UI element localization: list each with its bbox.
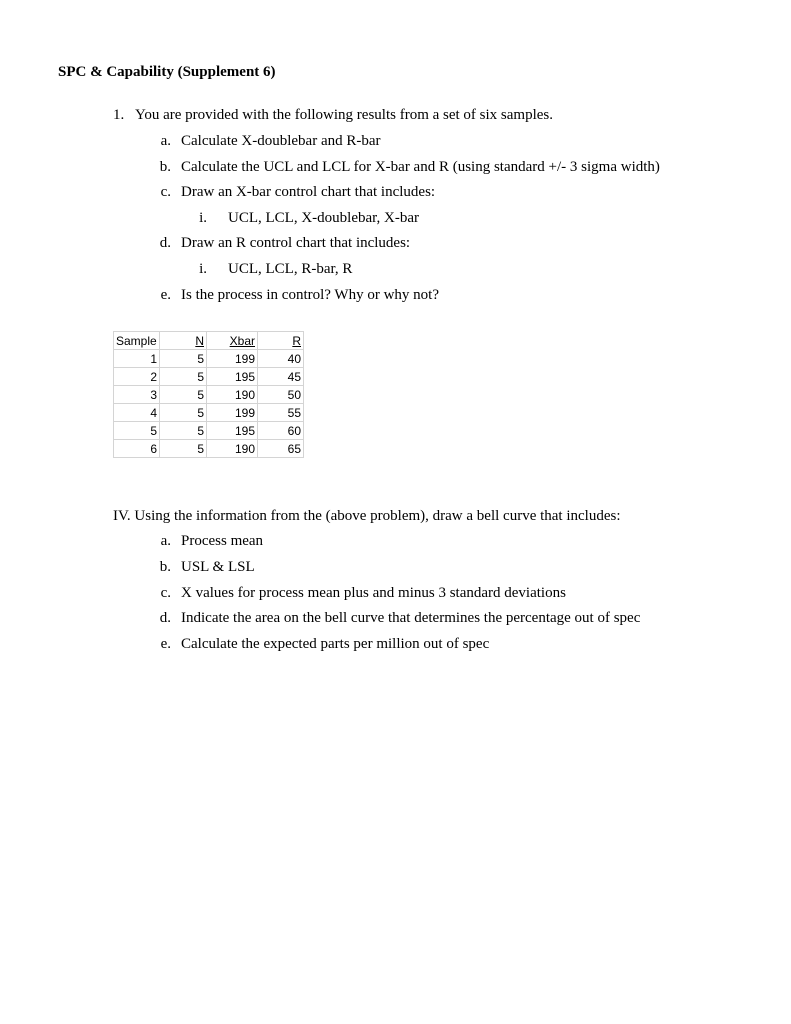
- cell-r: 50: [258, 386, 304, 404]
- cell-xbar: 195: [207, 368, 258, 386]
- sample-data-table: [113, 331, 304, 458]
- cell-xbar: 190: [207, 386, 258, 404]
- table-row: [114, 404, 304, 422]
- question-1-prompt: You are provided with the following results from a set of six samples.: [135, 107, 554, 123]
- cell-r: 55: [258, 404, 304, 422]
- q1-item-a-label: a.: [160, 133, 171, 149]
- q4-item-c-text: X values for process mean plus and minus 3 standard deviations: [181, 585, 566, 601]
- table-row: [114, 368, 304, 386]
- cell-r: 45: [258, 368, 304, 386]
- cell-xbar: 199: [207, 404, 258, 422]
- q1-item-a-text: Calculate X-doublebar and R-bar: [181, 133, 381, 149]
- cell-sample: 5: [114, 422, 160, 440]
- q4-item-d-text: Indicate the area on the bell curve that determines the percentage out of spec: [181, 610, 641, 626]
- table-row: [114, 422, 304, 440]
- q1-item-b-text: Calculate the UCL and LCL for X-bar and R (using standard +/- 3 sigma width): [181, 159, 660, 175]
- question-4-prompt: IV. Using the information from the (above problem), draw a bell curve that includes:: [113, 508, 621, 524]
- q1-item-c-label: c.: [160, 184, 171, 200]
- q1-item-c-i-text: UCL, LCL, X-doublebar, X-bar: [228, 210, 420, 226]
- q1-item-b-label: b.: [159, 159, 171, 175]
- table-row: [114, 440, 304, 458]
- cell-n: 5: [160, 440, 207, 458]
- q1-item-e-label: e.: [160, 287, 171, 303]
- q1-item-c-i-label: i.: [199, 210, 207, 226]
- q4-item-a-label: a.: [160, 533, 171, 549]
- cell-n: 5: [160, 404, 207, 422]
- cell-n: 5: [160, 368, 207, 386]
- cell-xbar: 195: [207, 422, 258, 440]
- cell-r: 65: [258, 440, 304, 458]
- cell-sample: 6: [114, 440, 160, 458]
- table-header-row: [114, 332, 304, 350]
- q1-item-e-text: Is the process in control? Why or why not?: [181, 287, 439, 303]
- q4-item-e-text: Calculate the expected parts per million out of spec: [181, 636, 490, 652]
- question-1-number: 1.: [113, 107, 125, 123]
- header-xbar: Xbar: [207, 332, 258, 350]
- q4-item-d-label: d.: [159, 610, 171, 626]
- q1-item-c-text: Draw an X-bar control chart that includes:: [181, 184, 436, 200]
- cell-xbar: 190: [207, 440, 258, 458]
- cell-xbar: 199: [207, 350, 258, 368]
- q4-item-a-text: Process mean: [181, 533, 264, 549]
- cell-sample: 1: [114, 350, 160, 368]
- table-row: [114, 350, 304, 368]
- q1-item-d-label: d.: [159, 235, 171, 251]
- header-sample: Sample: [114, 332, 160, 350]
- q4-item-e-label: e.: [160, 636, 171, 652]
- cell-r: 60: [258, 422, 304, 440]
- cell-sample: 3: [114, 386, 160, 404]
- header-r: R: [258, 332, 304, 350]
- cell-sample: 4: [114, 404, 160, 422]
- cell-n: 5: [160, 350, 207, 368]
- header-n: N: [160, 332, 207, 350]
- q4-item-b-label: b.: [159, 559, 171, 575]
- cell-r: 40: [258, 350, 304, 368]
- q1-item-d-i-text: UCL, LCL, R-bar, R: [228, 261, 353, 277]
- cell-sample: 2: [114, 368, 160, 386]
- q1-item-d-i-label: i.: [199, 261, 207, 277]
- cell-n: 5: [160, 386, 207, 404]
- page-title: SPC & Capability (Supplement 6): [58, 64, 276, 80]
- table-row: [114, 386, 304, 404]
- q1-item-d-text: Draw an R control chart that includes:: [181, 235, 411, 251]
- cell-n: 5: [160, 422, 207, 440]
- q4-item-c-label: c.: [160, 585, 171, 601]
- q4-item-b-text: USL & LSL: [181, 559, 255, 575]
